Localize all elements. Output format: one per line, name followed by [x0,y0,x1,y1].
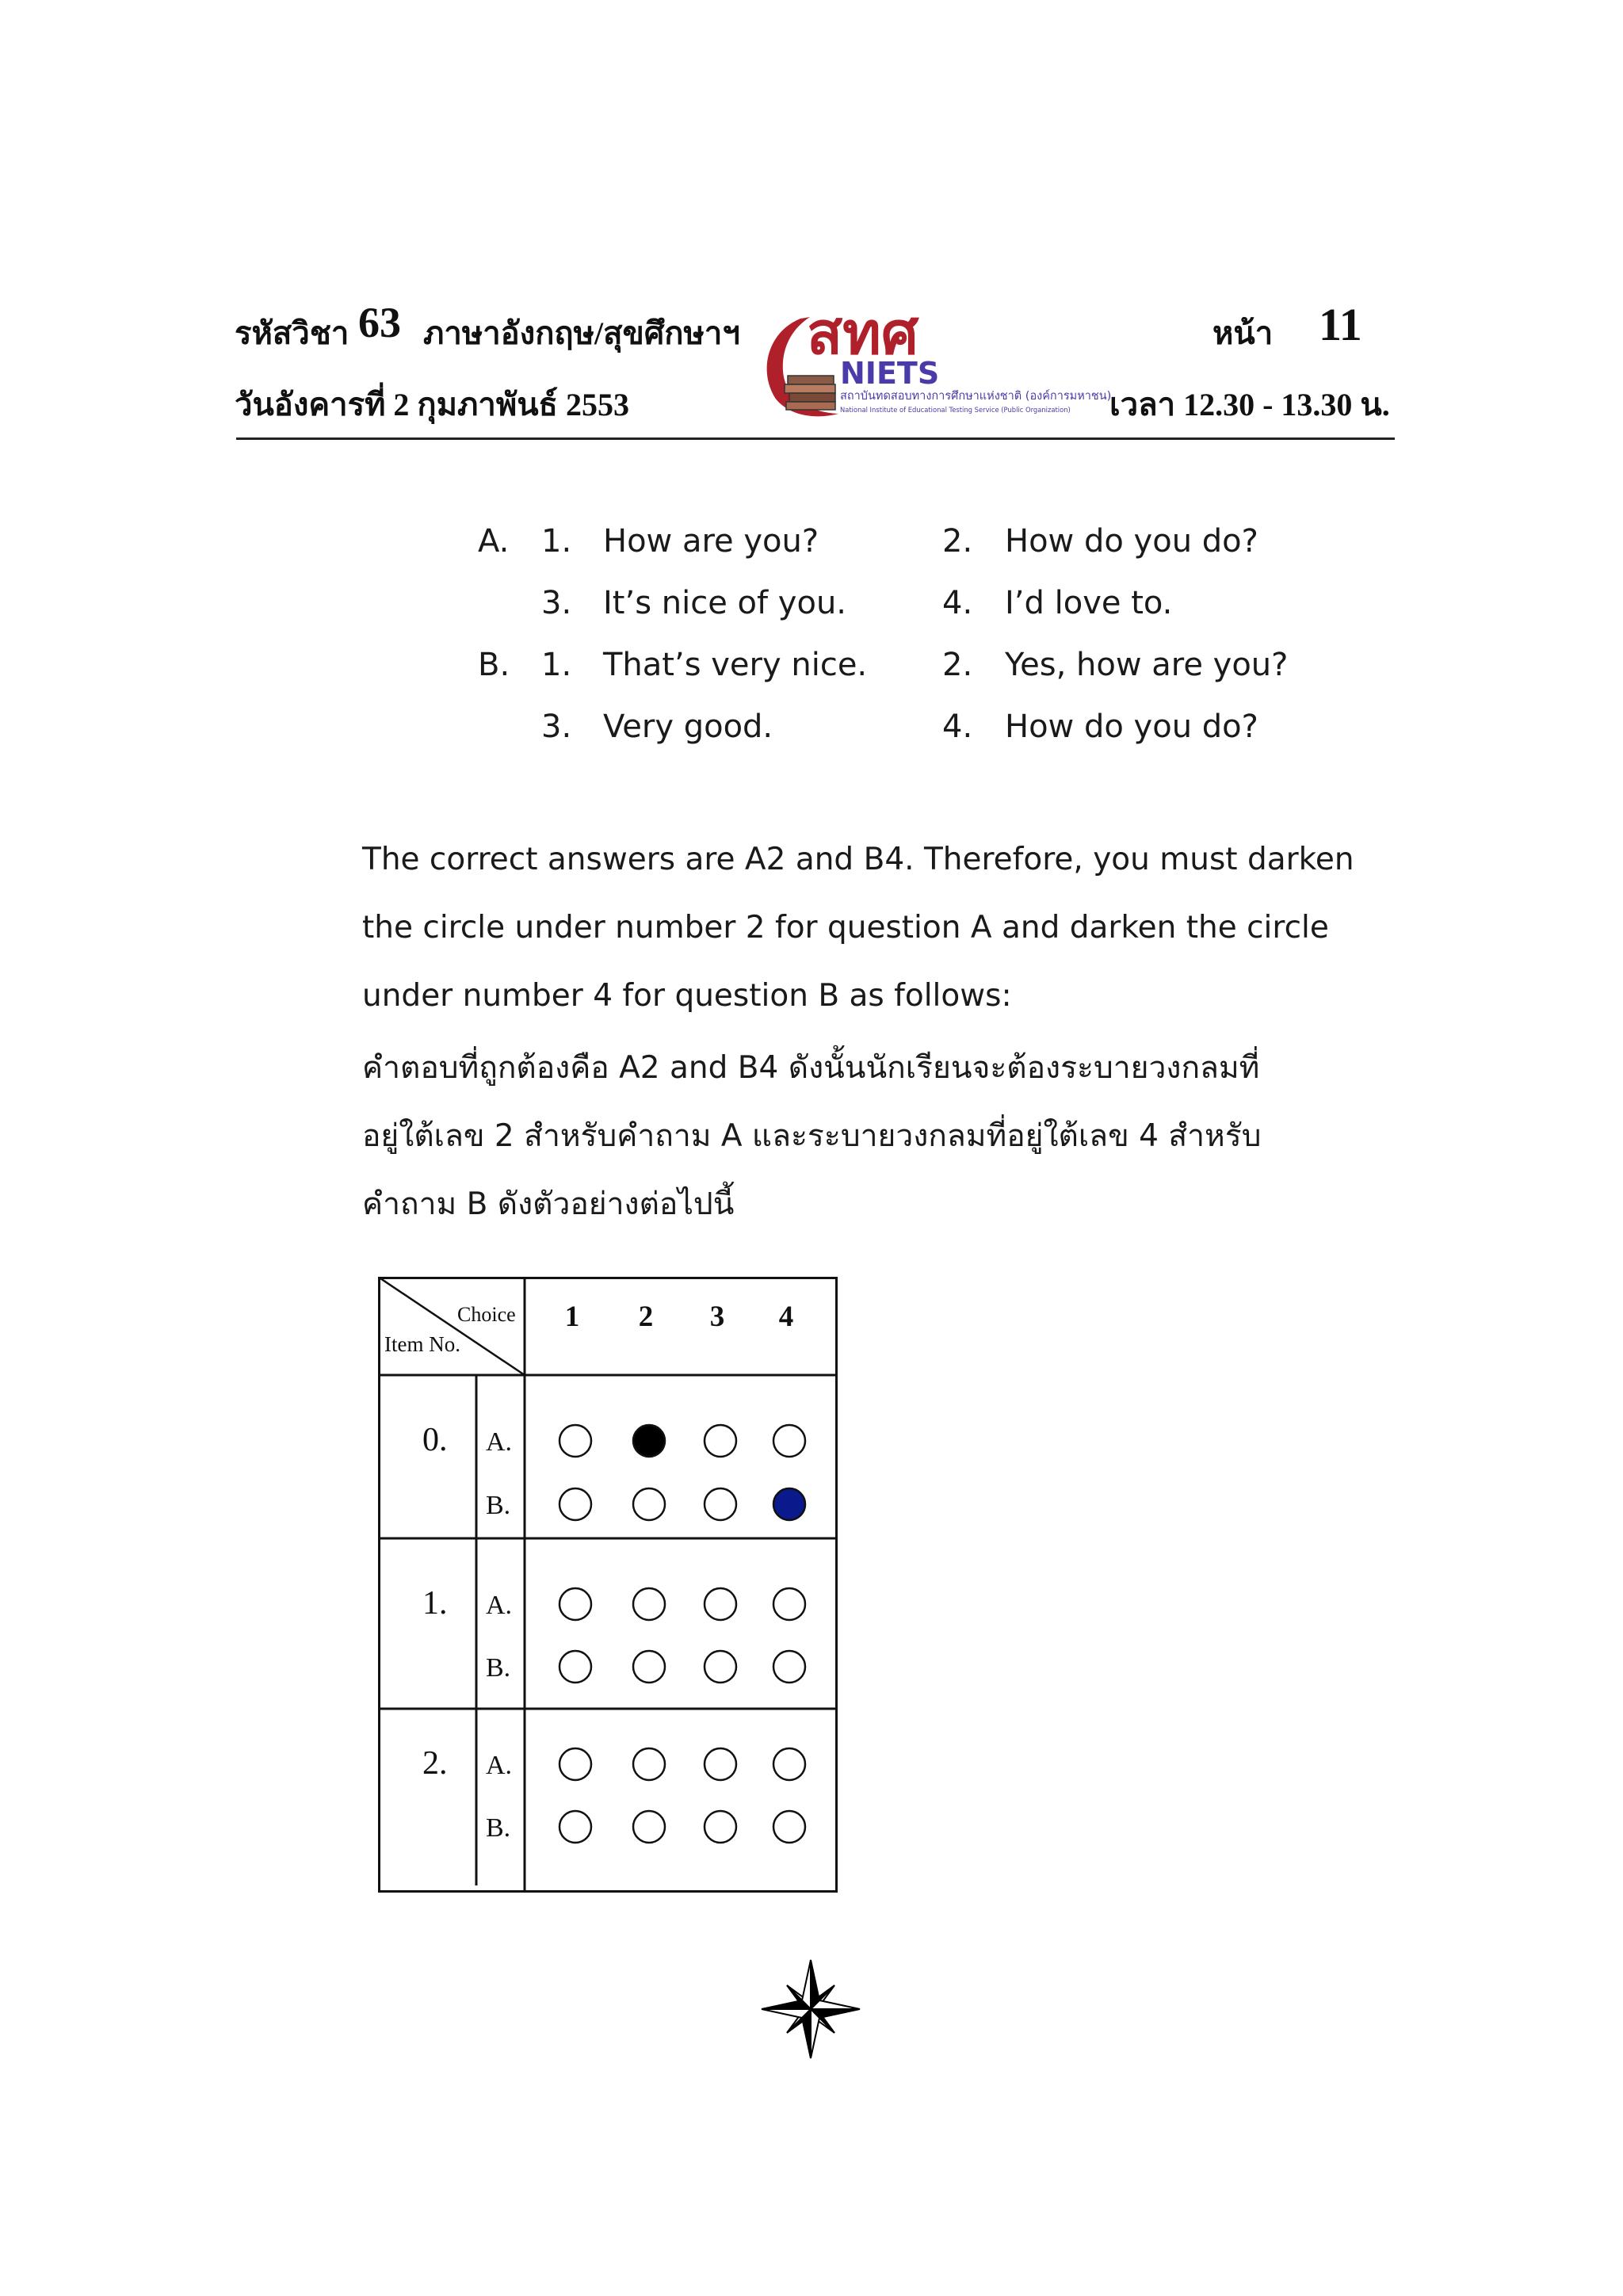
answer-bubble[interactable] [633,1651,665,1683]
answer-bubble-filled[interactable] [633,1425,665,1457]
answer-bubble[interactable] [705,1651,736,1683]
option-text: Yes, how are you? [1005,647,1289,683]
answer-sheet-table [378,1277,838,1893]
answer-bubble[interactable] [633,1588,665,1620]
page-number: 11 [1319,299,1362,350]
answer-bubble[interactable] [633,1811,665,1843]
answer-bubble[interactable] [633,1748,665,1780]
choice-header: 2 [638,1301,654,1333]
explanation-en-line: under number 4 for question B as follows: [362,978,1012,1014]
subject-name: ภาษาอังกฤษ/สุขศึกษาฯ [423,315,740,351]
row-label: B. [486,1653,511,1683]
option-text: Very good. [603,709,773,745]
niets-logo [751,304,1111,420]
option-text: How are you? [603,523,819,560]
option-text: That’s very nice. [603,647,868,683]
compass-star-icon [759,1958,862,2061]
answer-bubble[interactable] [559,1425,591,1457]
option-number: 3. [541,709,572,745]
answer-bubble[interactable] [705,1748,736,1780]
option-number: 4. [942,709,973,745]
option-number: 3. [541,585,572,621]
answer-bubble[interactable] [773,1651,805,1683]
page-label: หน้า [1212,315,1274,351]
header-choice: Choice [457,1303,516,1326]
explanation-en-line: the circle under number 2 for question A and darken the circle [362,910,1329,946]
answer-bubble[interactable] [705,1488,736,1520]
option-number: 2. [942,523,973,560]
option-text: I’d love to. [1005,585,1173,621]
item-number: 1. [422,1585,448,1622]
item-number: 0. [422,1422,448,1458]
explanation-th-line: อยู่ใต้เลข 2 สำหรับคำถาม A และระบายวงกลมที่อยู่ใต้เลข 4 สำหรับ [362,1118,1262,1154]
logo-org-en: National Institute of Educational Testing Service (Public Organization) [840,406,1071,414]
option-number: 2. [942,647,973,683]
answer-bubble[interactable] [705,1811,736,1843]
answer-bubble[interactable] [559,1811,591,1843]
explanation-th-line: คำตอบที่ถูกต้องคือ A2 and B4 ดังนั้นนักเรียนจะต้องระบายวงกลมที่ [362,1050,1260,1086]
answer-bubble[interactable] [773,1811,805,1843]
option-number: 1. [541,647,572,683]
explanation-en-line: The correct answers are A2 and B4. Therefore, you must darken [362,842,1354,877]
subject-code-label: รหัสวิชา [235,315,349,351]
option-number: 1. [541,523,572,560]
option-number: 4. [942,585,973,621]
logo-org-th: สถาบันทดสอบทางการศึกษาแห่งชาติ (องค์การมหาชน) [840,390,1111,403]
answer-bubble[interactable] [559,1748,591,1780]
answer-bubble[interactable] [773,1588,805,1620]
answer-bubble[interactable] [773,1425,805,1457]
answer-bubble-filled[interactable] [773,1488,805,1520]
header-divider [236,437,1395,440]
answer-bubble[interactable] [559,1651,591,1683]
logo-abbr-en: NIETS [840,356,940,391]
header-item-no: Item No. [384,1332,460,1356]
exam-time: เวลา 12.30 - 13.30 น. [1109,387,1390,422]
answer-bubble[interactable] [705,1588,736,1620]
question-label: B. [478,647,510,683]
row-label: A. [486,1427,513,1457]
answer-bubble[interactable] [705,1425,736,1457]
books-icon [785,376,835,410]
answer-bubble[interactable] [559,1588,591,1620]
explanation-th-line: คำถาม B ดังตัวอย่างต่อไปนี้ [362,1186,735,1222]
item-number: 2. [422,1745,448,1782]
answer-bubble[interactable] [773,1748,805,1780]
row-label: B. [486,1491,511,1520]
choice-header: 3 [709,1301,725,1333]
choice-header: 1 [564,1301,580,1333]
option-text: How do you do? [1005,709,1258,745]
option-text: How do you do? [1005,523,1258,560]
row-label: B. [486,1813,511,1843]
exam-date: วันอังคารที่ 2 กุมภาพันธ์ 2553 [235,387,629,422]
answer-bubble[interactable] [559,1488,591,1520]
subject-code: 63 [358,299,401,346]
choice-header: 4 [778,1301,794,1333]
row-label: A. [486,1751,513,1780]
logo-abbr-th: สทศ [807,304,918,368]
option-text: It’s nice of you. [603,585,847,621]
question-label: A. [478,523,510,560]
answer-bubble[interactable] [633,1488,665,1520]
row-label: A. [486,1591,513,1620]
